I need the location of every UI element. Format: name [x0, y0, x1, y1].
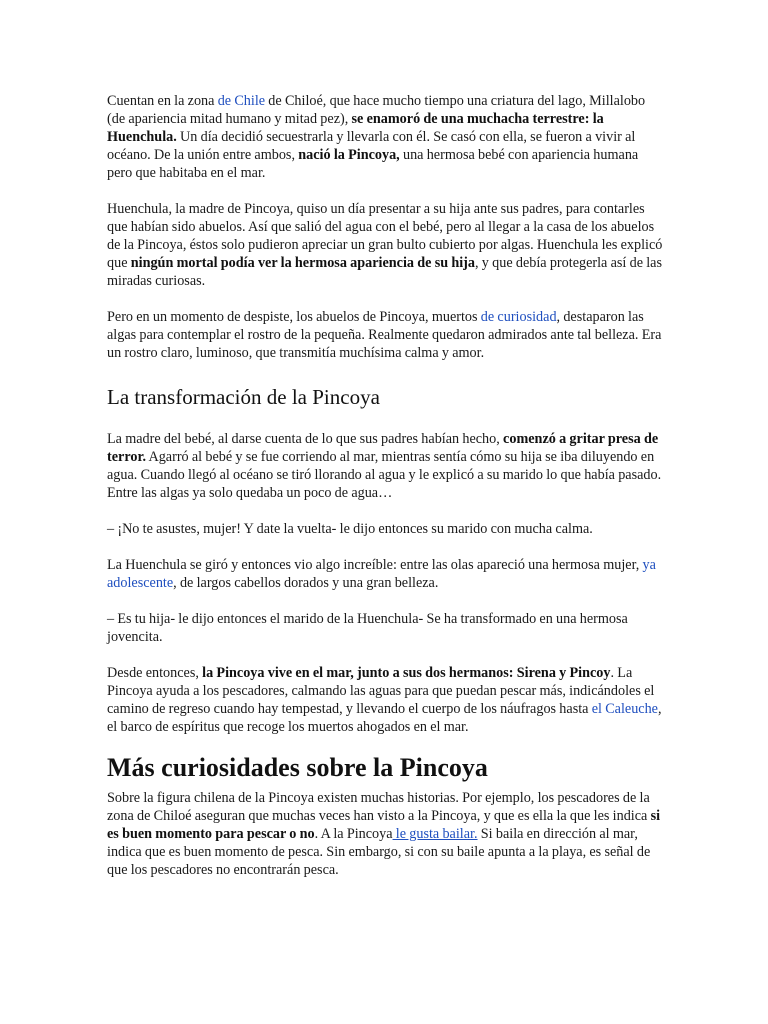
section-heading-transformacion: La transformación de la Pincoya — [107, 385, 380, 409]
article-body — [107, 88, 663, 879]
link-de-curiosidad[interactable]: de curiosidad — [480, 309, 557, 325]
paragraph-desde-entonces: Desde entonces, la Pincoya vive en el mar, junto a sus dos hermanos: Sirena y Pincoy. La Pincoya ayuda a los pescadores, calmando las aguas para que puedan pescar más, indicándoles el camino de regreso cuando hay tempestad, y llevando el cuerpo de los náufragos hasta el Caleuche, el barco de espíritus que recoge los muertos ahogados en el mar. — [107, 665, 662, 735]
paragraph-abuelos: Pero en un momento de despiste, los abuelos de Pincoya, muertos de curiosidad, destaparon las algas para contemplar el rostro de la pequeña. Realmente quedaron admirados ante tal belleza. Era un rostro claro, luminoso, que transmitía muchísima calma y amor. — [107, 309, 662, 361]
paragraph-madre: La madre del bebé, al darse cuenta de lo que sus padres habían hecho, comenzó a gritar presa de terror. Agarró al bebé y se fue corriendo al mar, mientras sentía cómo su hija se iba diluyendo en agua. Cuando llegó al océano se tiró llorando al agua y le explicó a su marido lo que había pasado. Entre las algas ya solo quedaba un poco de agua… — [107, 431, 662, 501]
paragraph-dialogue-1: – ¡No te asustes, mujer! Y date la vuelta- le dijo entonces su marido con mucha calma. — [107, 521, 593, 537]
link-le-gusta-bailar[interactable]: le gusta bailar. — [392, 826, 478, 842]
link-de-chile[interactable]: de Chile — [217, 93, 266, 109]
paragraph-giro: La Huenchula se giró y entonces vio algo increíble: entre las olas apareció una hermosa mujer, ya adolescente, de largos cabellos dorados y una gran belleza. — [107, 557, 656, 591]
link-ya-adolescente[interactable]: ya adolescente — [107, 557, 656, 591]
paragraph-huenchula: Huenchula, la madre de Pincoya, quiso un día presentar a su hija ante sus padres, para contarles que habían sido abuelos. Así que salió del agua con el bebé, pero al llegar a la casa de los abuelos de la Pincoya, éstos solo pudieron apreciar un gran bulto cubierto por algas. Huenchula les explicó que ningún mortal podía ver la hermosa apariencia de su hija, y que debía protegerla así de las miradas curiosas. — [107, 201, 663, 289]
link-el-caleuche[interactable]: el Caleuche — [591, 701, 658, 717]
section-heading-curiosidades: Más curiosidades sobre la Pincoya — [107, 753, 488, 782]
paragraph-curiosidades: Sobre la figura chilena de la Pincoya existen muchas historias. Por ejemplo, los pescadores de la zona de Chiloé aseguran que muchas veces han visto a la Pincoya, y que es ella la que les indica si es buen momento para pescar o no. A la Pincoya le gusta bailar. Si baila en dirección al mar, indica que es buen momento de pesca. Sin embargo, si con su baile apunta a la playa, es señal de que los pescadores no encontrarán pesca. — [107, 790, 661, 878]
paragraph-dialogue-2: – Es tu hija- le dijo entonces el marido de la Huenchula- Se ha transformado en una hermosa jovencita. — [107, 611, 628, 645]
paragraph-intro: Cuentan en la zona de Chile de Chiloé, que hace mucho tiempo una criatura del lago, Millalobo (de apariencia mitad humano y mitad pez), se enamoró de una muchacha terrestre: la Huenchula. Un día decidió secuestrarla y llevarla con él. Se casó con ella, se fueron a vivir al océano. De la unión entre ambos, nació la Pincoya, una hermosa bebé con apariencia humana pero que habitaba en el mar. — [107, 93, 646, 181]
